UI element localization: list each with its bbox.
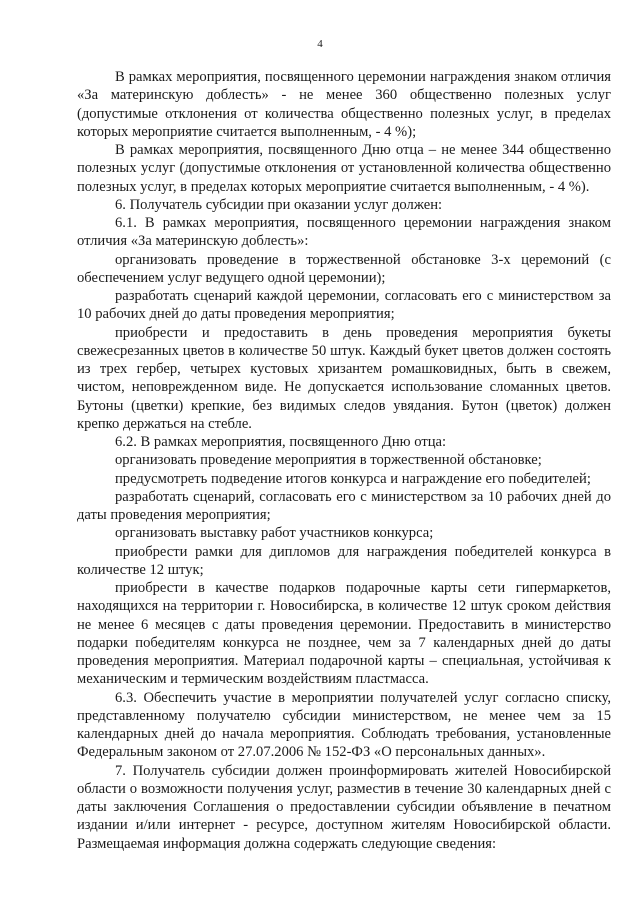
paragraph-fathers-day-services: В рамках мероприятия, посвященного Дню отца – не менее 344 общественно полезных услуг (допустимые отклонения от установленной количества общественно полезных услуг, в пределах которых мероприятие считается выполненным, - 4 %). (77, 142, 611, 195)
document-body (77, 68, 611, 853)
paragraph-section-6-3: 6.3. Обеспечить участие в мероприятии получателей услуг согласно списку, представленному получателю субсидии министерством, не менее чем за 15 календарных дней до начала мероприятия. Соблюдать требования, установленные Федеральным законом от 27.07.2006 № 152-ФЗ «О персональных данных». (77, 689, 611, 761)
paragraph-section-6-1: 6.1. В рамках мероприятия, посвященного церемонии награждения знаком отличия «За материнскую доблесть»: (77, 215, 611, 250)
paragraph-section-7: 7. Получатель субсидии должен проинформировать жителей Новосибирской области о возможности получения услуг, разместив в течение 30 календарных дней с даты заключения Соглашения о предоставлении субсидии объявление в печатном издании и/или интернет - ресурсе, доступном жителям Новосибирской области. Размещаемая информация должна содержать следующие сведения: (77, 762, 611, 852)
paragraph-contest-results: предусмотреть подведение итогов конкурса и награждение его победителей; (115, 470, 591, 487)
paragraph-award-ceremony-services: В рамках мероприятия, посвященного церемонии награждения знаком отличия «За материнскую доблесть» - не менее 360 общественно полезных услуг (допустимые отклонения от количества общественно полезных услуг, в пределах которых мероприятие считается выполненным, - 4 %); (77, 69, 611, 140)
paragraph-diploma-frames: приобрести рамки для дипломов для награждения победителей конкурса в количестве 12 штук; (77, 543, 611, 578)
paragraph-gift-cards: приобрести в качестве подарков подарочные карты сети гипермаркетов, находящихся на территории г. Новосибирска, в количестве 12 штук сроком действия не менее 6 месяцев с даты проведения церемонии. Предоставить в министерство подарки победителям конкурса не позднее, чем за 7 календарных дней до даты проведения мероприятия. Материал подарочной карты – специальная, устойчивая к механическим и термическим воздействиям пластмасса. (77, 580, 611, 688)
paragraph-exhibition: организовать выставку работ участников конкурса; (115, 525, 434, 542)
paragraph-organize-event: организовать проведение мероприятия в торжественной обстановке; (115, 452, 542, 469)
paragraph-develop-scenario: разработать сценарий каждой церемонии, согласовать его с министерством за 10 рабочих дней до даты проведения мероприятия; (77, 288, 611, 323)
paragraph-section-6-2: 6.2. В рамках мероприятия, посвященного Дню отца: (115, 434, 447, 450)
paragraph-flower-bouquets: приобрести и предоставить в день проведения мероприятия букеты свежесрезанных цветов в количестве 50 штук. Каждый букет цветов должен состоять из трех гербер, четырех кустовых хризантем ромашковидных, быть в свежем, чистом, неповрежденном виде. Не допускается использование сломанных цветов. Бутоны (цветки) крепкие, без видимых следов увядания. Бутон (цветок) должен крепко держаться на стебле. (77, 324, 611, 432)
paragraph-section-6-heading: 6. Получатель субсидии при оказании услуг должен: (115, 196, 443, 213)
page-number: 4 (317, 38, 323, 50)
paragraph-develop-scenario-fathers-day: разработать сценарий, согласовать его с министерством за 10 рабочих дней до даты проведения мероприятия; (77, 488, 611, 523)
paragraph-organize-ceremonies: организовать проведение в торжественной обстановке 3-х церемоний (с обеспечением услуг ведущего одной церемонии); (77, 251, 611, 286)
